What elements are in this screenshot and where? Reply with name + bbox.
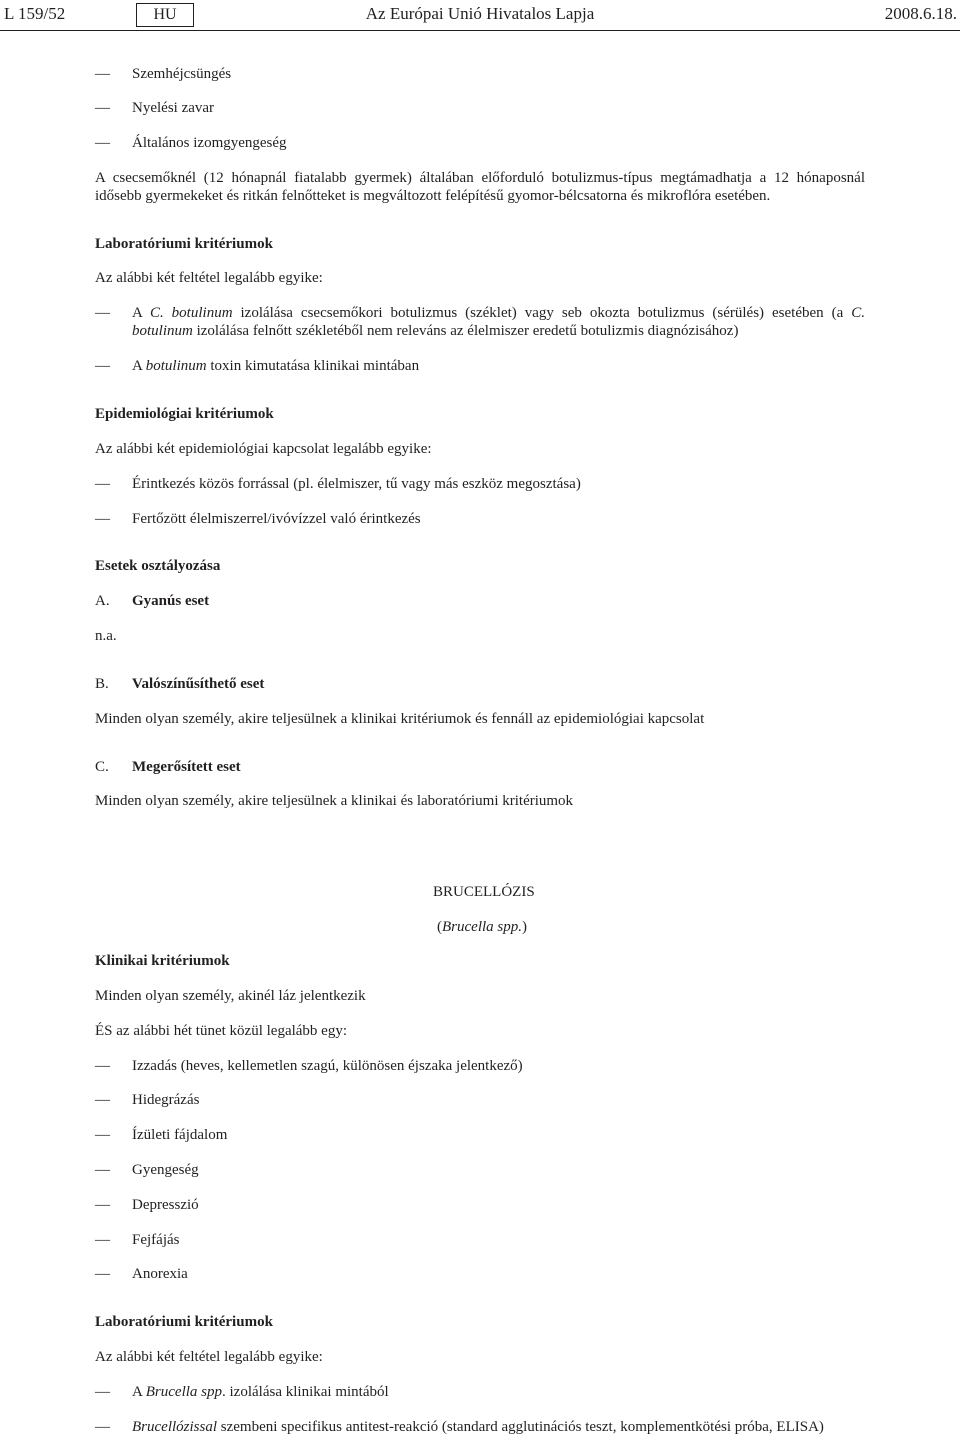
- page-reference: L 159/52: [4, 4, 66, 23]
- list-item: Depresszió: [132, 1197, 199, 1213]
- list-dash: —: [95, 511, 110, 527]
- list-item: Általános izomgyengeség: [132, 135, 287, 151]
- header-rule: [0, 30, 960, 31]
- disease-title: BRUCELLÓZIS: [433, 884, 535, 900]
- list-item: Fertőzött élelmiszerrel/ivóvízzel való érintkezés: [132, 511, 421, 527]
- case-text: Minden olyan személy, akire teljesülnek a klinikai kritériumok és fennáll az epidemiológiai kapcsolat: [95, 711, 705, 727]
- list-dash: —: [95, 358, 110, 374]
- case-letter: B.: [95, 676, 109, 692]
- paragraph-line: A csecsemőknél (12 hónapnál fiatalabb gyermek) általában előforduló botulizmus-típus megtámadhatja a 12 hónaposnál: [95, 170, 865, 186]
- list-dash: —: [95, 1197, 110, 1213]
- list-dash: —: [95, 305, 110, 321]
- list-dash: —: [95, 1266, 110, 1282]
- paragraph-line: Az alábbi két epidemiológiai kapcsolat legalább egyike:: [95, 441, 432, 457]
- list-item: Érintkezés közös forrással (pl. élelmiszer, tű vagy más eszköz megosztása): [132, 476, 581, 492]
- list-dash: —: [95, 1232, 110, 1248]
- section-heading: Epidemiológiai kritériumok: [95, 406, 274, 422]
- case-letter: A.: [95, 593, 110, 609]
- list-dash: —: [95, 1419, 110, 1435]
- case-title: Valószínűsíthető eset: [132, 676, 265, 692]
- list-dash: —: [95, 1058, 110, 1074]
- paragraph-line: Minden olyan személy, akinél láz jelentkezik: [95, 988, 366, 1004]
- list-dash: —: [95, 476, 110, 492]
- list-dash: —: [95, 100, 110, 116]
- list-dash: —: [95, 135, 110, 151]
- case-letter: C.: [95, 759, 109, 775]
- paragraph-line: ÉS az alábbi hét tünet közül legalább egy:: [95, 1023, 347, 1039]
- list-item: Izzadás (heves, kellemetlen szagú, különösen éjszaka jelentkező): [132, 1058, 523, 1074]
- case-text: n.a.: [95, 628, 117, 644]
- case-title: Megerősített eset: [132, 759, 241, 775]
- journal-title: Az Európai Unió Hivatalos Lapja: [365, 4, 595, 23]
- list-item: Brucellózissal szembeni specifikus antitest-reakció (standard agglutinációs teszt, komplementkötési próba, ELISA): [132, 1419, 824, 1435]
- list-item: Fejfájás: [132, 1232, 180, 1248]
- paragraph-line: Az alábbi két feltétel legalább egyike:: [95, 270, 323, 286]
- paragraph-line: idősebb gyermekeket és ritkán felnőtteket is megváltozott felépítésű gyomor-bélcsatorna és mikroflóra esetében.: [95, 188, 771, 204]
- list-item: A C. botulinum izolálása csecsemőkori botulizmus (széklet) vagy seb okozta botulizmus (sérülés) esetében (a C.: [132, 305, 865, 321]
- list-item: Hidegrázás: [132, 1092, 200, 1108]
- section-heading: Esetek osztályozása: [95, 558, 221, 574]
- section-heading: Klinikai kritériumok: [95, 953, 230, 969]
- list-dash: —: [95, 1384, 110, 1400]
- section-heading: Laboratóriumi kritériumok: [95, 236, 273, 252]
- list-item: Nyelési zavar: [132, 100, 215, 116]
- case-text: Minden olyan személy, akire teljesülnek a klinikai és laboratóriumi kritériumok: [95, 793, 574, 809]
- list-item: Szemhéjcsüngés: [132, 66, 232, 82]
- list-item-continuation: botulinum izolálása felnőtt székletéből nem releváns az élelmiszer eredetű botulizmis diagnózisához): [132, 323, 739, 339]
- language-code-box: HU: [136, 3, 194, 27]
- list-dash: —: [95, 66, 110, 82]
- publication-date: 2008.6.18.: [884, 4, 957, 23]
- paragraph-line: Az alábbi két feltétel legalább egyike:: [95, 1349, 323, 1365]
- list-dash: —: [95, 1092, 110, 1108]
- list-dash: —: [95, 1162, 110, 1178]
- list-item: Gyengeség: [132, 1162, 199, 1178]
- list-item: Ízületi fájdalom: [132, 1127, 228, 1143]
- list-dash: —: [95, 1127, 110, 1143]
- section-heading: Laboratóriumi kritériumok: [95, 1314, 273, 1330]
- list-item: A Brucella spp. izolálása klinikai mintából: [132, 1384, 389, 1400]
- list-item: A botulinum toxin kimutatása klinikai mintában: [132, 358, 420, 374]
- case-title: Gyanús eset: [132, 593, 210, 609]
- page-header: [0, 0, 960, 34]
- disease-subtitle: (Brucella spp.): [437, 919, 527, 935]
- list-item: Anorexia: [132, 1266, 188, 1282]
